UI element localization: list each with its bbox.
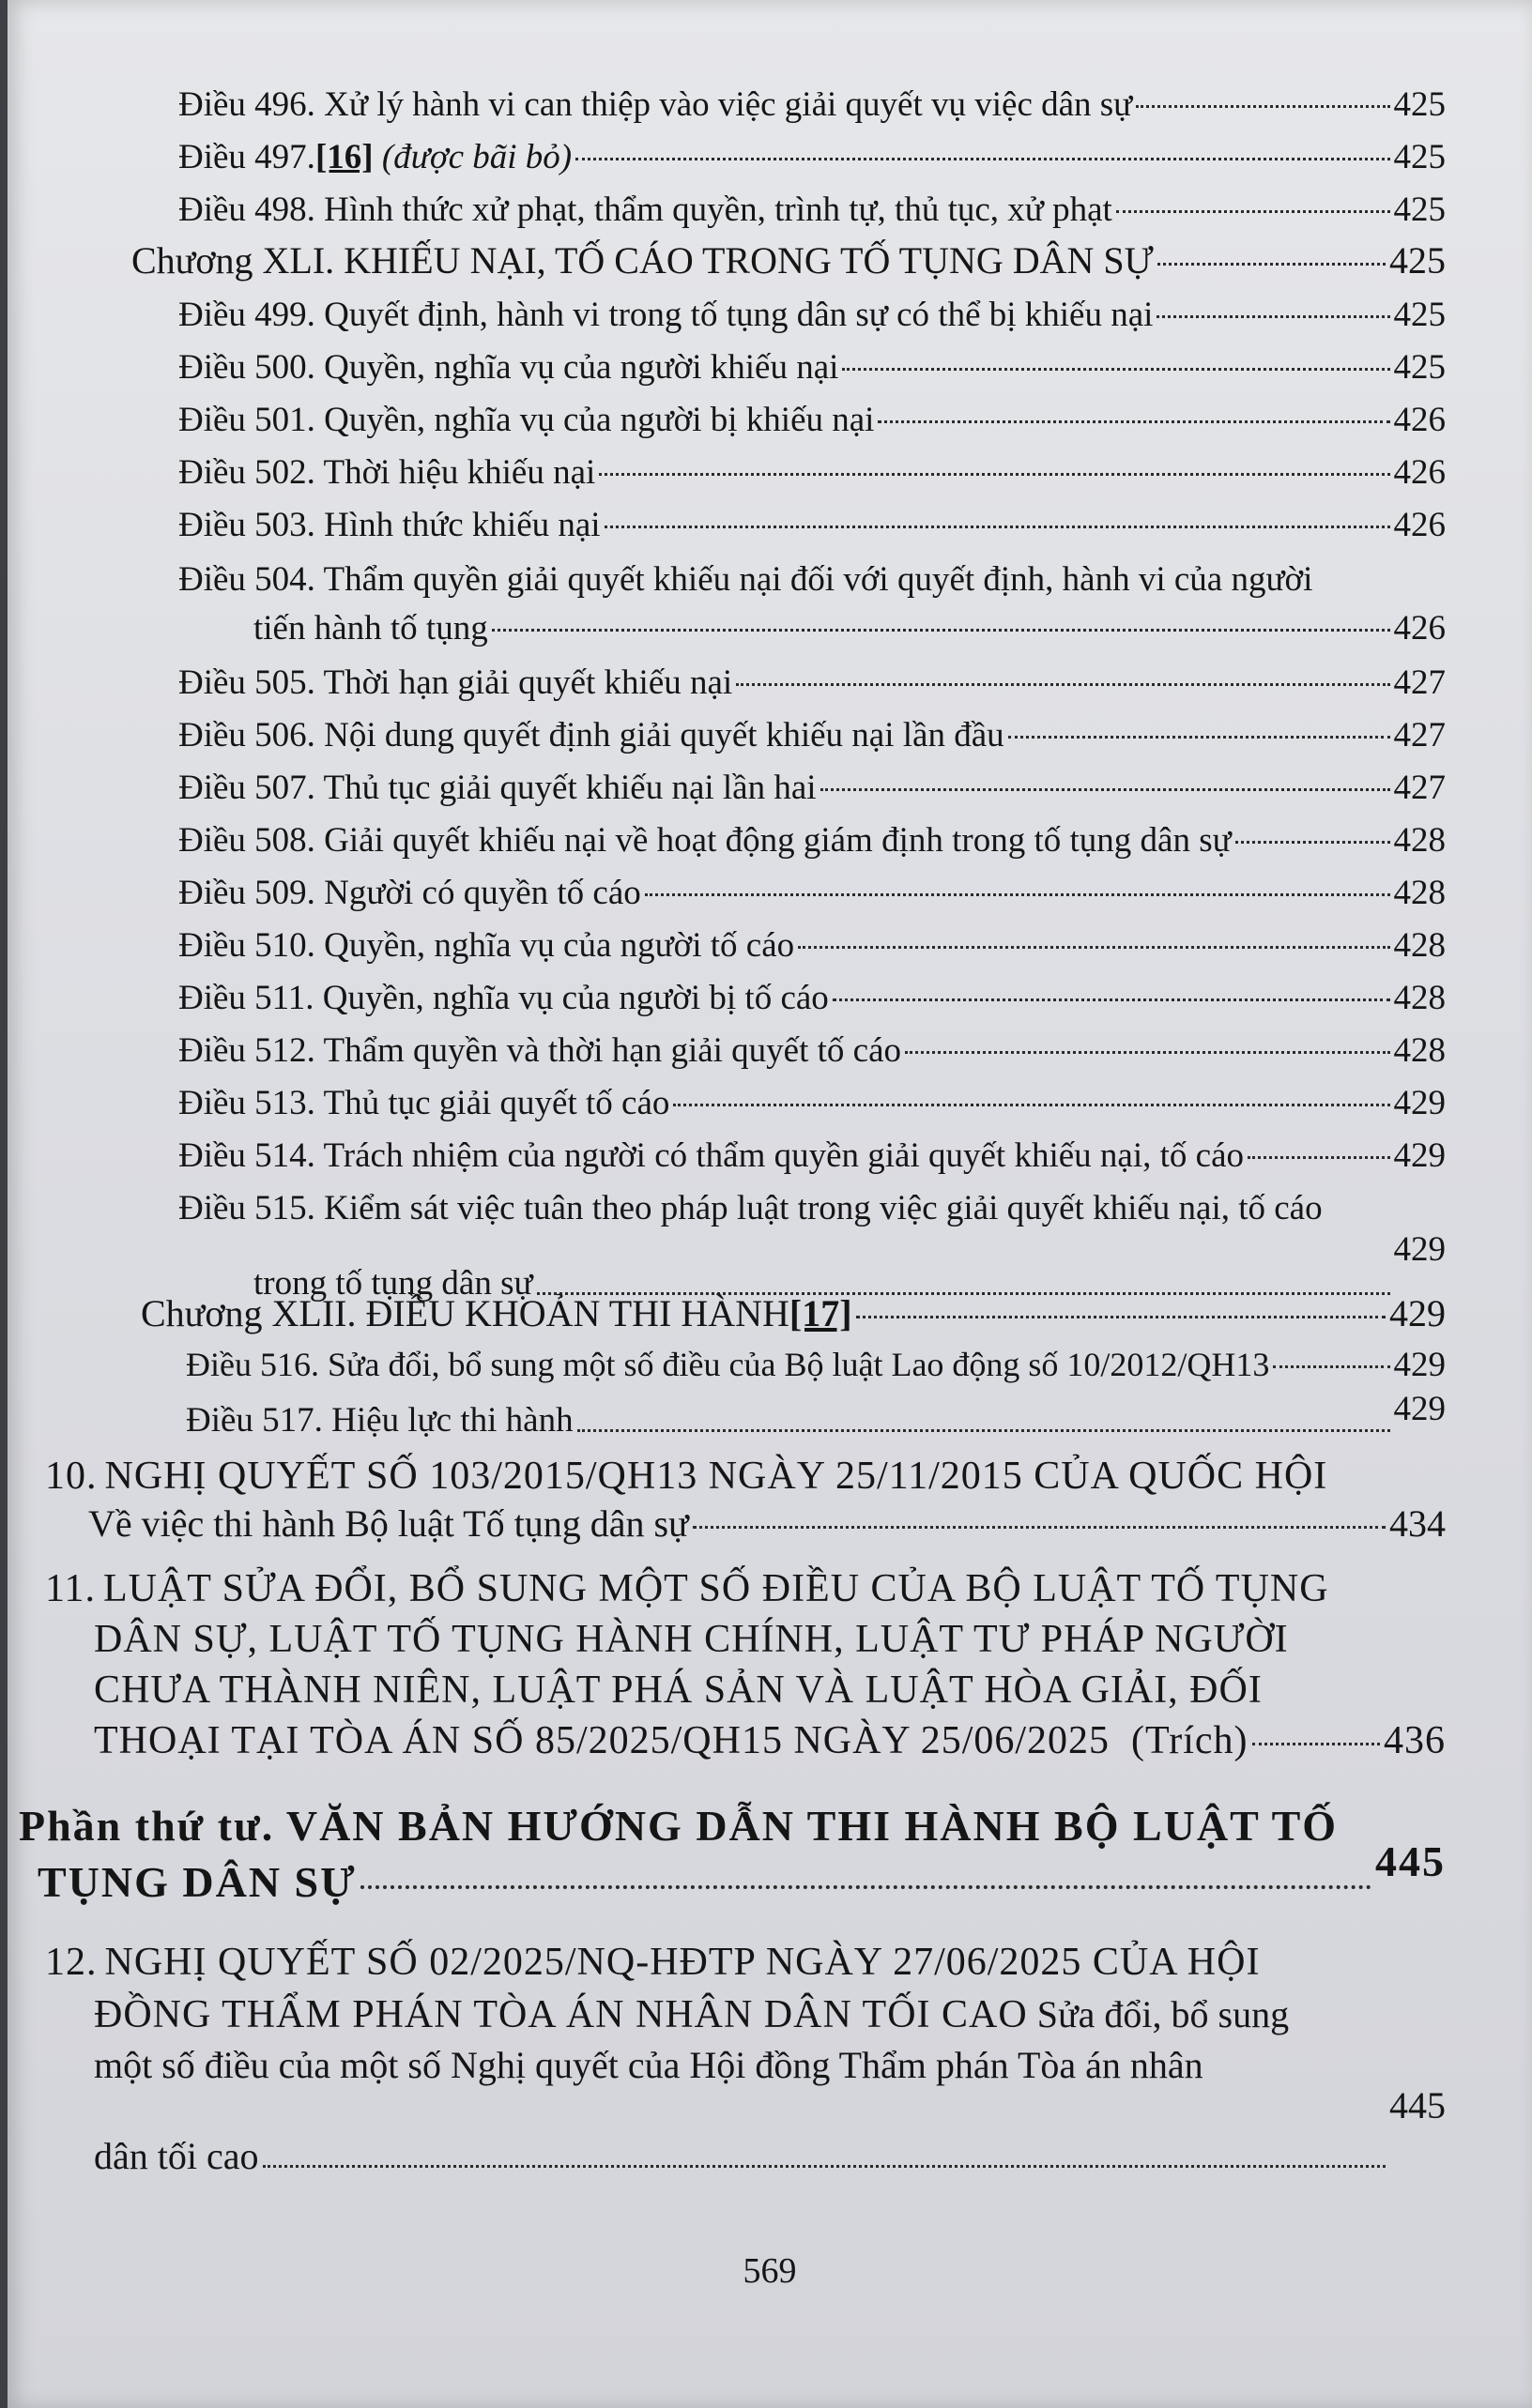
entry-page: 425	[1393, 296, 1446, 334]
entry-page: 434	[1389, 1502, 1446, 1545]
toc-entry	[178, 505, 1446, 546]
entry-page: 427	[1393, 663, 1446, 702]
section-11	[45, 1565, 1446, 1612]
footnote-ref: [17]	[789, 1292, 852, 1334]
entry-title: Điều 502. Thời hiệu khiếu nại	[178, 453, 596, 492]
section-line: dân tối cao	[94, 2135, 259, 2177]
entry-page: 427	[1393, 769, 1446, 807]
toc-entry	[178, 84, 1446, 126]
toc-entry	[186, 1389, 1446, 1441]
entry-title: Điều 508. Giải quyết khiếu nại về hoạt động giám định trong tố tụng dân sự	[178, 821, 1232, 860]
section-heading	[45, 1565, 1446, 1612]
leader-dots	[263, 2165, 1386, 2168]
entry-page: 428	[1393, 821, 1446, 860]
entry-page: 429	[1393, 1346, 1446, 1384]
entry-title: Điều 513. Thủ tục giải quyết tố cáo	[178, 1084, 670, 1122]
entry-page: 428	[1393, 926, 1446, 965]
entry-page: 426	[1393, 506, 1446, 544]
entry-title: Điều 517. Hiệu lực thi hành	[186, 1401, 574, 1440]
entry-title: Điều 496. Xử lý hành vi can thiệp vào việc giải quyết vụ việc dân sự	[178, 85, 1133, 124]
section-number: 11.	[45, 1567, 96, 1610]
leader-dots	[798, 946, 1389, 949]
repealed-note: (được bãi bỏ)	[373, 138, 573, 176]
toc-entry	[178, 1083, 1446, 1124]
entry-page: 445	[1389, 2084, 1446, 2126]
leader-dots	[878, 420, 1389, 423]
page-number: 569	[743, 2251, 797, 2291]
leader-dots	[1273, 1365, 1389, 1368]
entry-page: 429	[1393, 1136, 1446, 1175]
section-line: DÂN SỰ, LUẬT TỐ TỤNG HÀNH CHÍNH, LUẬT TƯ PHÁP NGƯỜI	[94, 1618, 1289, 1661]
entry-page: 425	[1393, 138, 1446, 176]
leader-dots	[1116, 210, 1390, 213]
leader-dots	[833, 998, 1390, 1001]
leader-dots	[577, 1429, 1390, 1432]
leader-dots	[599, 473, 1389, 476]
section-line	[94, 1717, 1249, 1764]
leader-dots	[1235, 841, 1390, 844]
entry-title-line: Điều 515. Kiểm sát việc tuân theo pháp luật trong việc giải quyết khiếu nại, tố cáo	[178, 1189, 1323, 1227]
leader-dots	[645, 893, 1390, 896]
entry-page: 429	[1389, 1292, 1446, 1334]
toc-entry	[178, 400, 1446, 441]
section-line	[94, 1991, 1446, 2038]
section-title-caps: ĐỒNG THẨM PHÁN TÒA ÁN NHÂN DÂN TỐI CAO	[94, 1993, 1028, 2036]
entry-page: 426	[1393, 453, 1446, 492]
entry-title-line: Điều 504. Thẩm quyền giải quyết khiếu nại đối với quyết định, hành vi của người	[178, 560, 1313, 599]
entry-title-prefix: Điều 497.	[178, 138, 315, 176]
entry-title: Điều 512. Thẩm quyền và thời hạn giải quyết tố cáo	[178, 1031, 902, 1070]
leader-dots	[1252, 1743, 1381, 1745]
entry-title: Điều 507. Thủ tục giải quyết khiếu nại lần hai	[178, 769, 817, 807]
leader-dots	[1248, 1156, 1390, 1159]
toc-entry	[178, 663, 1446, 704]
entry-page: 425	[1393, 85, 1446, 124]
entry-page: 436	[1384, 1719, 1446, 1762]
chapter-entry	[141, 1293, 1446, 1334]
leader-dots	[1157, 315, 1389, 318]
entry-title: Điều 510. Quyền, nghĩa vụ của người tố cáo	[178, 926, 795, 965]
leader-dots	[820, 788, 1390, 791]
entry-title: Điều 511. Quyền, nghĩa vụ của người bị tố cáo	[178, 979, 829, 1017]
section-title-rest: Sửa đổi, bổ sung	[1027, 1993, 1290, 2035]
leader-dots	[575, 158, 1389, 160]
toc-entry	[178, 820, 1446, 861]
entry-title: Điều 505. Thời hạn giải quyết khiếu nại	[178, 663, 733, 702]
leader-dots	[905, 1051, 1389, 1054]
toc-entry	[178, 190, 1446, 231]
section-12	[45, 1939, 1446, 1986]
part-heading: Phần thứ tư. VĂN BẢN HƯỚNG DẪN THI HÀNH BỘ LUẬT TỐ	[19, 1802, 1339, 1850]
toc-entry	[178, 978, 1446, 1019]
table-of-contents	[8, 0, 1532, 2408]
toc-entry	[178, 873, 1446, 914]
entry-page: 428	[1393, 1031, 1446, 1070]
section-number: 12.	[45, 1941, 98, 1984]
toc-entry	[38, 1837, 1446, 1909]
chapter-title-text: Chương XLII. ĐIỀU KHOẢN THI HÀNH	[141, 1292, 789, 1334]
leader-dots	[1008, 736, 1390, 739]
leader-dots	[492, 629, 1390, 632]
toc-entry	[178, 1135, 1446, 1177]
entry-title: Điều 499. Quyết định, hành vi trong tố tụng dân sự có thể bị khiếu nại	[178, 296, 1154, 334]
leader-dots	[842, 368, 1389, 371]
toc-entry	[178, 295, 1446, 336]
section-title: NGHỊ QUYẾT SỐ 103/2015/QH13 NGÀY 25/11/2015 CỦA QUỐC HỘI	[104, 1455, 1328, 1498]
entry-page: 429	[1393, 1230, 1446, 1269]
book-page	[8, 0, 1532, 2408]
entry-title: Điều 503. Hình thức khiếu nại	[178, 506, 601, 544]
section-line: một số điều của một số Nghị quyết của Hội đồng Thẩm phán Tòa án nhân	[94, 2044, 1203, 2086]
section-line-text: THOẠI TẠI TÒA ÁN SỐ 85/2025/QH15 NGÀY 25/06/2025	[94, 1719, 1111, 1762]
leader-dots	[693, 1526, 1386, 1529]
excerpt-note: (Trích)	[1131, 1719, 1249, 1762]
section-subtitle: Về việc thi hành Bộ luật Tố tụng dân sự	[88, 1502, 689, 1545]
entry-title	[178, 137, 572, 178]
entry-title: tiến hành tố tụng	[253, 609, 488, 648]
toc-entry	[88, 1503, 1446, 1545]
section-line: CHƯA THÀNH NIÊN, LUẬT PHÁ SẢN VÀ LUẬT HÒA GIẢI, ĐỐI	[94, 1669, 1263, 1712]
entry-page: 429	[1393, 1390, 1446, 1428]
section-title: NGHỊ QUYẾT SỐ 02/2025/NQ-HĐTP NGÀY 27/06/2025 CỦA HỘI	[104, 1941, 1261, 1984]
toc-entry	[178, 1030, 1446, 1072]
toc-entry	[178, 452, 1446, 494]
toc-entry	[178, 768, 1446, 809]
chapter-title	[141, 1293, 852, 1334]
entry-page: 425	[1393, 191, 1446, 229]
toc-entry	[178, 925, 1446, 967]
leader-dots	[360, 1885, 1371, 1889]
chapter-entry	[131, 240, 1446, 282]
leader-dots	[1157, 263, 1386, 266]
entry-page: 428	[1393, 874, 1446, 912]
leader-dots	[673, 1104, 1389, 1106]
entry-title: Điều 506. Nội dung quyết định giải quyết khiếu nại lần đầu	[178, 716, 1004, 754]
entry-title: Điều 498. Hình thức xử phạt, thẩm quyền, trình tự, thủ tục, xử phạt	[178, 191, 1112, 229]
chapter-title: Chương XLI. KHIẾU NẠI, TỐ CÁO TRONG TỐ TỤNG DÂN SỰ	[131, 239, 1154, 282]
leader-dots	[736, 683, 1389, 686]
section-heading	[45, 1453, 1446, 1500]
entry-page: 445	[1375, 1837, 1446, 1885]
entry-title: Điều 514. Trách nhiệm của người có thẩm quyền giải quyết khiếu nại, tố cáo	[178, 1136, 1244, 1175]
section-title: LUẬT SỬA ĐỔI, BỔ SUNG MỘT SỐ ĐIỀU CỦA BỘ LUẬT TỐ TỤNG	[102, 1567, 1329, 1610]
toc-entry	[253, 608, 1446, 649]
toc-entry	[186, 1344, 1446, 1386]
entry-page: 426	[1393, 609, 1446, 648]
toc-entry	[178, 715, 1446, 756]
entry-page: 425	[1389, 239, 1446, 282]
footnote-ref: [16]	[314, 138, 374, 176]
entry-title: Điều 516. Sửa đổi, bổ sung một số điều của Bộ luật Lao động số 10/2012/QH13	[186, 1346, 1270, 1383]
entry-title: Điều 509. Người có quyền tố cáo	[178, 874, 641, 912]
entry-page: 426	[1393, 401, 1446, 439]
toc-entry	[178, 137, 1446, 178]
toc-entry	[94, 2085, 1446, 2177]
leader-dots	[605, 526, 1390, 528]
toc-entry	[94, 1717, 1446, 1764]
entry-page: 428	[1393, 979, 1446, 1017]
entry-title: trong tố tụng dân sự	[253, 1264, 533, 1303]
toc-entry	[178, 347, 1446, 389]
entry-page: 425	[1393, 348, 1446, 387]
section-10	[45, 1453, 1446, 1500]
section-number: 10.	[45, 1455, 98, 1498]
leader-dots	[856, 1316, 1386, 1318]
part-heading-line: TỤNG DÂN SỰ	[38, 1858, 357, 1906]
entry-title: Điều 500. Quyền, nghĩa vụ của người khiếu nại	[178, 348, 839, 387]
entry-page: 427	[1393, 716, 1446, 754]
entry-page: 429	[1393, 1084, 1446, 1122]
entry-title: Điều 501. Quyền, nghĩa vụ của người bị khiếu nại	[178, 401, 875, 439]
leader-dots	[1136, 105, 1389, 108]
